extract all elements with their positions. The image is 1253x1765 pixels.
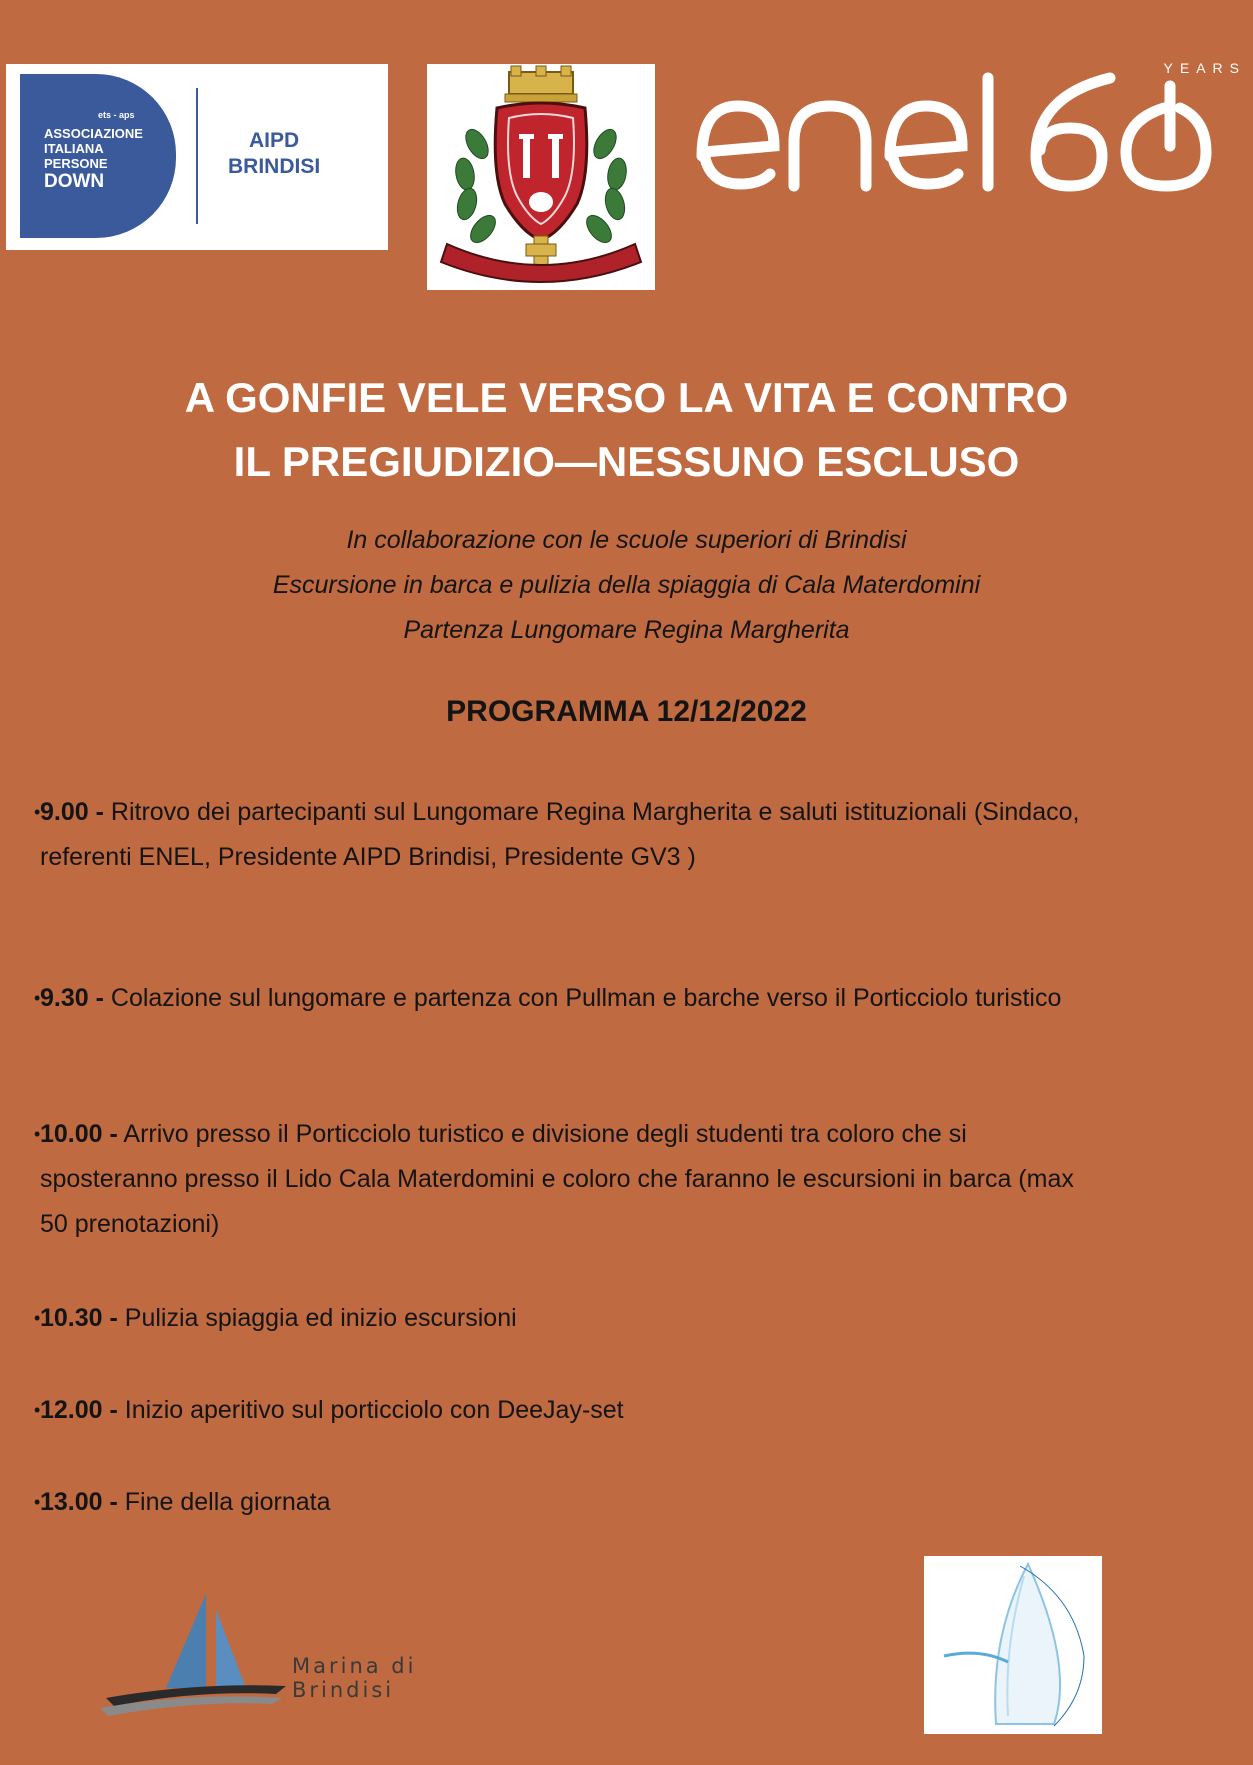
aipd-ets-label: ets - aps bbox=[98, 110, 135, 120]
event-subtitle bbox=[40, 518, 1213, 653]
subtitle-line-2: Escursione in barca e pulizia della spiaggia di Cala Materdomini bbox=[272, 571, 981, 599]
schedule-item bbox=[34, 1480, 1080, 1525]
schedule-item bbox=[34, 1296, 1080, 1341]
event-title bbox=[40, 366, 1213, 494]
schedule-text: Colazione sul lungomare e partenza con Pullman e barche verso il Porticciolo turistico bbox=[103, 984, 1062, 1012]
enel-wordmark-icon bbox=[690, 56, 1250, 196]
bullet-icon: • bbox=[34, 1492, 41, 1512]
marina-di-brindisi-logo bbox=[96, 1590, 426, 1720]
schedule-time: 9.00 - bbox=[40, 798, 104, 826]
subtitle-line-3: Partenza Lungomare Regina Margherita bbox=[403, 616, 850, 644]
enel-years-label: YEARS bbox=[1163, 60, 1246, 76]
gv3-sail-icon bbox=[924, 1556, 1102, 1734]
marina-line-2: Brindisi bbox=[292, 1678, 395, 1702]
schedule-item bbox=[34, 1112, 1080, 1247]
schedule-item bbox=[34, 1388, 1080, 1433]
subtitle-line-1: In collaborazione con le scuole superiori di Brindisi bbox=[346, 526, 907, 554]
marina-line-1: Marina di bbox=[292, 1654, 417, 1678]
schedule-text: Fine della giornata bbox=[117, 1488, 331, 1516]
title-line-2: IL PREGIUDIZIO—NESSUNO ESCLUSO bbox=[233, 438, 1020, 485]
brindisi-crest-logo bbox=[427, 64, 655, 290]
gv3-logo bbox=[924, 1556, 1102, 1734]
aipd-association-name bbox=[44, 126, 154, 192]
aipd-brindisi-label bbox=[228, 128, 320, 180]
schedule-time: 10.00 - bbox=[40, 1120, 118, 1148]
aipd-name-line-1: AIPD bbox=[249, 129, 300, 152]
aipd-line-4: DOWN bbox=[44, 171, 105, 192]
schedule-text: Inizio aperitivo sul porticciolo con DeeJay-set bbox=[117, 1396, 624, 1424]
schedule-item bbox=[34, 976, 1080, 1021]
schedule-time: 13.00 - bbox=[40, 1488, 118, 1516]
aipd-logo bbox=[6, 64, 388, 250]
bullet-icon: • bbox=[34, 1308, 41, 1328]
aipd-line-3: PERSONE bbox=[44, 156, 108, 171]
bullet-icon: • bbox=[34, 1400, 41, 1420]
enel-60-logo bbox=[690, 56, 1250, 196]
schedule-text: Ritrovo dei partecipanti sul Lungomare Regina Margherita e saluti istituzionali (Sindaco, referenti ENEL, Presidente AIPD Brindisi, Presidente GV3 ) bbox=[40, 798, 1080, 871]
sailboat-icon bbox=[96, 1590, 296, 1720]
bullet-icon: • bbox=[34, 988, 41, 1008]
bullet-icon: • bbox=[34, 1124, 41, 1144]
schedule-time: 12.00 - bbox=[40, 1396, 118, 1424]
aipd-name-line-2: BRINDISI bbox=[228, 155, 321, 178]
title-line-1: A GONFIE VELE VERSO LA VITA E CONTRO bbox=[184, 374, 1069, 421]
aipd-line-2: ITALIANA bbox=[44, 141, 104, 156]
aipd-divider bbox=[196, 88, 198, 224]
schedule-item bbox=[34, 790, 1080, 880]
schedule-text: Arrivo presso il Porticciolo turistico e divisione degli studenti tra coloro che si sposteranno presso il Lido Cala Materdomini e coloro che faranno le escursioni in barca (max 50 prenotazioni) bbox=[40, 1120, 1074, 1238]
aipd-line-1: ASSOCIAZIONE bbox=[44, 126, 143, 141]
marina-text bbox=[292, 1654, 416, 1702]
schedule-time: 9.30 - bbox=[40, 984, 104, 1012]
programma-heading: PROGRAMMA 12/12/2022 bbox=[446, 695, 807, 728]
bullet-icon: • bbox=[34, 802, 41, 822]
schedule-text: Pulizia spiaggia ed inizio escursioni bbox=[117, 1304, 517, 1332]
crest-icon bbox=[427, 64, 655, 290]
schedule-time: 10.30 - bbox=[40, 1304, 118, 1332]
